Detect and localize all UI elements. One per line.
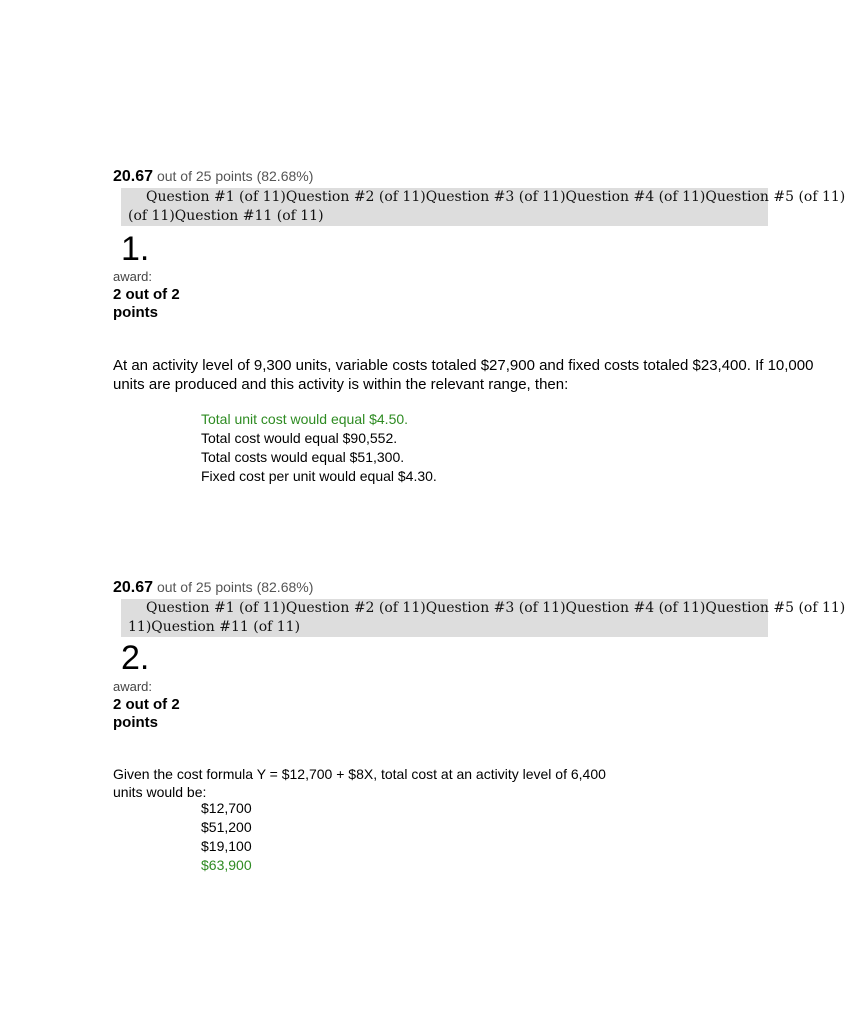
- score-value: 20.67: [113, 579, 154, 596]
- question-navigation: [121, 188, 845, 226]
- question-text: [113, 356, 813, 394]
- question-nav-links-continued[interactable]: (of 11)Question #11 (of 11): [128, 208, 324, 224]
- answer-option-correct: Total unit cost would equal $4.50.: [201, 411, 409, 427]
- question-text-line: units are produced and this activity is within the relevant range, then:: [113, 376, 569, 393]
- score-value: 20.67: [113, 168, 154, 185]
- question-text-line: units would be:: [113, 784, 207, 800]
- question-number: 1.: [121, 230, 150, 268]
- answer-option: Fixed cost per unit would equal $4.30.: [201, 468, 437, 484]
- answer-option: $19,100: [201, 838, 252, 854]
- question-navigation: [121, 599, 845, 637]
- award-value: 2 out of 2 points: [113, 286, 180, 321]
- award-value: 2 out of 2 points: [113, 696, 180, 731]
- question-nav-links-continued[interactable]: 11)Question #11 (of 11): [128, 619, 301, 635]
- answer-list: [201, 799, 252, 875]
- score-summary: [113, 579, 313, 597]
- score-total: out of 25 points (82.68%): [156, 579, 314, 595]
- answer-option: Total costs would equal $51,300.: [201, 449, 405, 465]
- question-number: 2.: [121, 639, 150, 677]
- award-label: award:: [113, 269, 153, 284]
- answer-option: $12,700: [201, 800, 252, 816]
- answer-option: $51,200: [201, 819, 252, 835]
- question-text-line: At an activity level of 9,300 units, variable costs totaled $27,900 and fixed costs totaled $23,400. If 10,000: [113, 357, 814, 374]
- answer-option-correct: $63,900: [201, 857, 252, 873]
- question-nav-links[interactable]: Question #1 (of 11)Question #2 (of 11)Question #3 (of 11)Question #4 (of 11)Question #5 (of 11): [146, 189, 845, 205]
- answer-option: Total cost would equal $90,552.: [201, 430, 398, 446]
- award-label: award:: [113, 679, 153, 694]
- score-total: out of 25 points (82.68%): [156, 168, 314, 184]
- question-text: [113, 765, 606, 801]
- question-text-line: Given the cost formula Y = $12,700 + $8X, total cost at an activity level of 6,400: [113, 766, 606, 782]
- answer-list: [201, 410, 437, 486]
- question-nav-links[interactable]: Question #1 (of 11)Question #2 (of 11)Question #3 (of 11)Question #4 (of 11)Question #5 (of 11): [146, 600, 845, 616]
- score-summary: [113, 168, 313, 186]
